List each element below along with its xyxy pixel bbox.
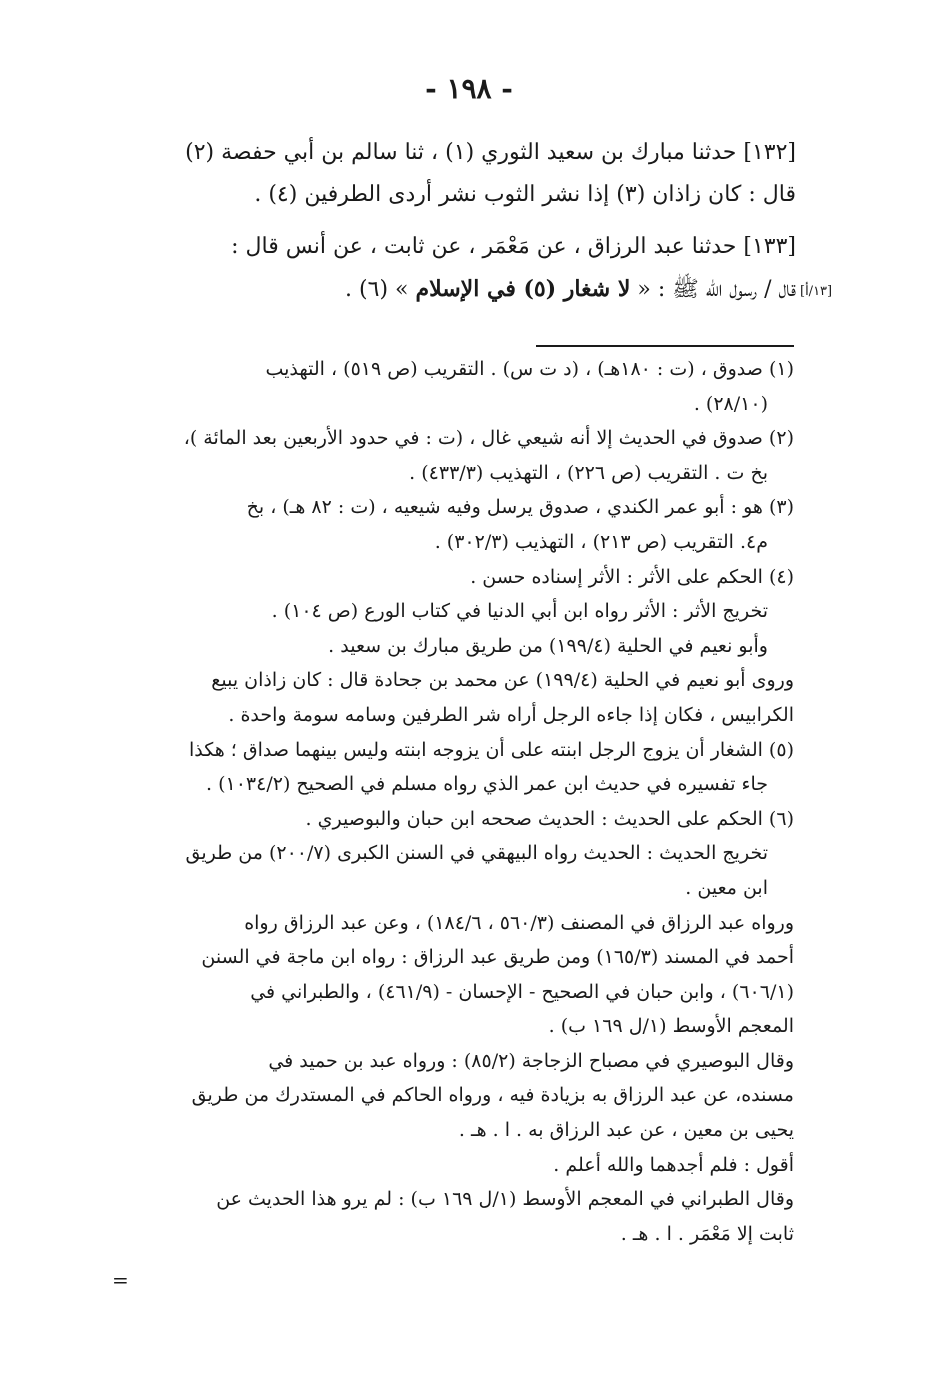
footnote-line: (٦٠٦/١) ، وابن حبان في الصحيح - الإحسان - (٤٦١/٩) ، والطبراني في bbox=[250, 980, 794, 1003]
footnote-line: (٣) هو : أبو عمر الكندي ، صدوق يرسل وفيه شيعيه ، (ت : ٨٢ هـ) ، بخ bbox=[246, 496, 794, 519]
footnote-line: (٥) الشغار أن يزوج الرجل ابنته على أن يزوجه ابنته وليس بينهما صداق ؛ هكذا bbox=[188, 738, 794, 761]
footnote-line: وقال البوصيري في مصباح الزجاجة (٨٥/٢) : ورواه عبد بن حميد في bbox=[268, 1049, 794, 1072]
page-number: - ١٩٨ - bbox=[425, 72, 513, 105]
footnote-line: بخ ت . التقريب (ص ٢٢٦) ، التهذيب (٤٣٣/٣) . bbox=[409, 461, 768, 484]
footnote-line: وقال الطبراني في المعجم الأوسط (١/ل ١٦٩ ب) : لم يرو هذا الحديث عن bbox=[216, 1188, 794, 1211]
hadith-133-line-2-intro: قال / رسول الله ﷺ : « bbox=[630, 277, 796, 302]
hadith-133-line-2-end: » (٦) . bbox=[345, 277, 416, 302]
hadith-132-line-2: قال : كان زاذان (٣) إذا نشر الثوب نشر أردى الطرفين (٤) . bbox=[254, 182, 796, 207]
footnote-line: وأبو نعيم في الحلية (١٩٩/٤) من طريق مبارك بن سعيد . bbox=[328, 634, 768, 657]
footnote-line: المعجم الأوسط (١/ل ١٦٩ ب) . bbox=[548, 1015, 794, 1038]
footnote-line: ورواه عبد الرزاق في المصنف (٥٦٠/٣ ، ١٨٤/٦) ، وعن عبد الرزاق رواه bbox=[244, 911, 794, 934]
manuscript-folio-note: [١٣/أ] bbox=[800, 284, 833, 299]
hadith-132-line-1: [١٣٢] حدثنا مبارك بن سعيد الثوري (١) ، ثنا سالم بن أبي حفصة (٢) bbox=[185, 140, 796, 165]
hadith-133 bbox=[100, 226, 796, 311]
footnote-line: م٤. التقريب (ص ٢١٣) ، التهذيب (٣٠٢/٣) . bbox=[434, 530, 768, 553]
footnote-line: ابن معين . bbox=[685, 876, 768, 899]
footnote-line: أقول : فلم أجدهما والله أعلم . bbox=[553, 1153, 794, 1176]
footnote-line: مسنده، عن عبد الرزاق به بزيادة فيه ، ورواه الحاكم في المستدرك من طريق bbox=[191, 1084, 794, 1107]
footnote-line: ثابت إلا مَعْمَر . ا . هـ . bbox=[620, 1222, 794, 1245]
hadith-133-quote: لا شغار (٥) في الإسلام bbox=[415, 276, 631, 302]
footnote-line: تخريج الحديث : الحديث رواه البيهقي في السنن الكبرى (٢٠٠/٧) من طريق bbox=[185, 842, 768, 865]
footnote-line: يحيى بن معين ، عن عبد الرزاق به . ا . هـ . bbox=[458, 1119, 794, 1142]
footnote-line: تخريج الأثر : الأثر رواه ابن أبي الدنيا في كتاب الورع (ص ١٠٤) . bbox=[271, 600, 768, 623]
main-text bbox=[100, 132, 796, 321]
footnote-line: أحمد في المسند (١٦٥/٣) ومن طريق عبد الرزاق : رواه ابن ماجة في السنن bbox=[201, 946, 794, 969]
footnote-line: الكرابيس ، فكان إذا جاءه الرجل أراه شر الطرفين وسامه سومة واحدة . bbox=[228, 703, 794, 726]
footnote-line: (٤) الحكم على الأثر : الأثر إسناده حسن . bbox=[470, 565, 794, 588]
footnote-separator bbox=[536, 345, 794, 347]
footnote-line: (٢٨/١٠) . bbox=[693, 392, 768, 415]
hadith-133-line-1: [١٣٣] حدثنا عبد الرزاق ، عن مَعْمَر ، عن ثابت ، عن أنس قال : bbox=[231, 234, 796, 259]
footnote-line: وروى أبو نعيم في الحلية (١٩٩/٤) عن محمد بن جحادة قال : كان زاذان يبيع bbox=[211, 669, 794, 692]
footnote-line: (٢) صدوق في الحديث إلا أنه شيعي غال ، (ت : في حدود الأربعين بعد المائة )، bbox=[183, 427, 794, 450]
footnote-line: جاء تفسيره في حديث ابن عمر الذي رواه مسلم في الصحيح (١٠٣٤/٢) . bbox=[206, 773, 768, 796]
hadith-132 bbox=[100, 132, 796, 216]
continuation-mark: = bbox=[112, 1268, 129, 1292]
footnote-line: (٦) الحكم على الحديث : الحديث صححه ابن حبان والبوصيري . bbox=[305, 807, 794, 830]
footnote-line: (١) صدوق ، (ت : ١٨٠هـ) ، (د ت س) . التقريب (ص ٥١٩) ، التهذيب bbox=[265, 358, 794, 380]
footnotes bbox=[104, 352, 794, 1251]
